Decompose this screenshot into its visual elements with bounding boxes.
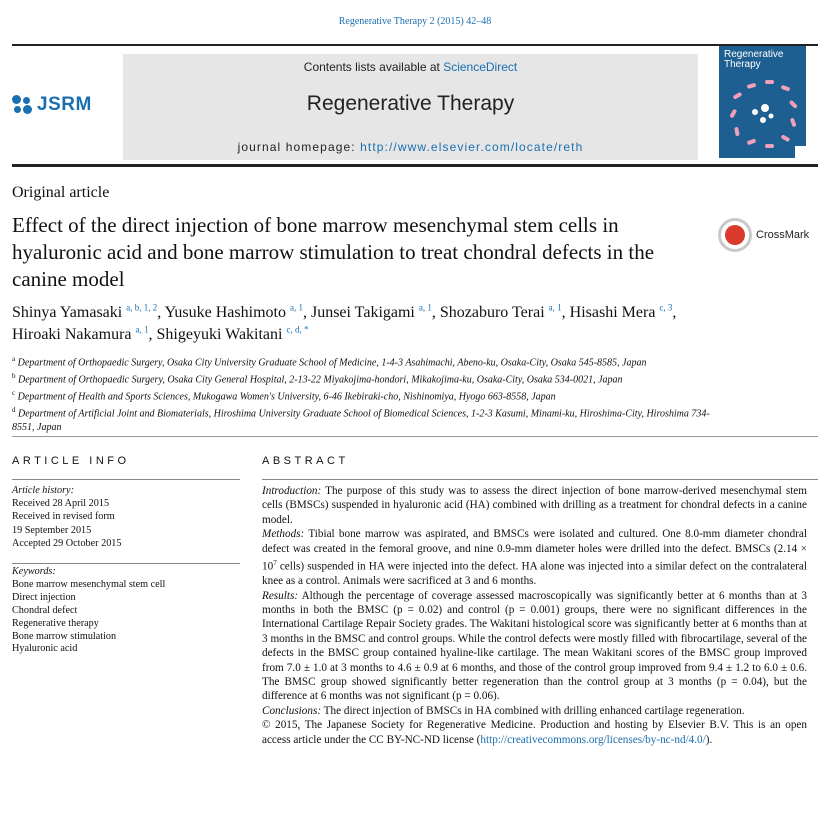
author-affiliation-mark[interactable]: a, 1 — [135, 324, 149, 335]
author-list — [12, 302, 712, 346]
cover-pattern-icon — [719, 46, 806, 158]
author-separator: , — [672, 304, 677, 321]
abstract-introduction: Introduction: The purpose of this study was to assess the direct injection of bone marrow-derived mesenchymal stem cells (BMSCs) suspended in hyaluronic acid (HA) combined with drilling as a treatment for chondral defects in a canine model. — [262, 485, 807, 526]
abstract-conclusions: Conclusions: The direct injection of BMSCs in HA combined with drilling enhanced cartilage regeneration. — [262, 704, 745, 717]
article-info-rule — [12, 479, 240, 480]
abstract-methods: Methods: Tibial bone marrow was aspirated, and BMSCs were isolated and cultured. One 8.0-mm diameter chondral defect was created in the femoral groove, and nine 0.9-mm diameter holes were drilled into the defect. BMSCs ($2.14 \times 10^7$ cells) suspended in HA were injected into the defect. HA alone was injected into a similar defect on the contralateral knee as a control. Animals were sacrificed at 3 and 6 months. — [262, 528, 807, 588]
author-name[interactable]: Junsei Takigami — [310, 304, 415, 321]
author-affiliation-mark[interactable]: a, 1 — [289, 302, 303, 313]
affiliation-list — [12, 353, 712, 434]
author-name[interactable]: Shigeyuki Wakitani — [156, 326, 283, 343]
article-history — [12, 484, 240, 550]
journal-title: Regenerative Therapy — [306, 92, 515, 115]
article-title: Effect of the direct injection of bone marrow mesenchymal stem cells in hyaluronic acid and bone marrow stimulation to treat chondral defects in the canine model — [12, 213, 655, 291]
author-name[interactable]: Shinya Yamasaki — [12, 304, 123, 321]
jsrm-logo[interactable] — [12, 94, 92, 116]
abstract-results: Results: Although the percentage of coverage assessed macroscopically was significantly better at 6 months than at 3 months in both the BMSC (p = 0.02) and control (p = 0.001) groups, there were no significant differences in the International Cartilage Repair Society grades. The Wakitani histological score was significantly better at 6 months than at 3 months in the BMSC and control groups. While the control defects were mostly filled with fibrocartilage, several of the defects in the BMSC group contained hyaline-like cartilage. The mean Wakitani scores of the BMSC group improved from 7.0 ± 1.0 at 3 months to 4.6 ± 0.9 at 6 months, and those of the control group improved from 9.4 ± 1.2 to 6.0 ± 0.6. The BMSC group showed significantly better regeneration than the control group at 3 months (p = 0.04), but the difference at 6 months was not significant (p = 0.06). — [262, 589, 807, 703]
affiliation-item: $^b$ Department of Orthopaedic Surgery, Osaka City General Hospital, 2-13-22 Miyakojima-hondori, Mikakojima-ku, Osaka-City, Osaka 534-0021, Japan — [12, 371, 623, 386]
keywords-label: Keywords: — [12, 566, 56, 577]
article-info-heading: ARTICLE INFO — [12, 455, 130, 467]
history-item: Received in revised form — [12, 511, 115, 523]
homepage-line — [123, 140, 698, 154]
keywords-block — [12, 566, 240, 656]
keyword-item: Bone marrow mesenchymal stem cell — [12, 578, 166, 590]
homepage-prefix: journal homepage: — [237, 140, 361, 154]
contents-line — [123, 60, 698, 74]
citation-line[interactable]: Regenerative Therapy 2 (2015) 42–48 — [338, 16, 492, 27]
keyword-item: Bone marrow stimulation — [12, 630, 117, 642]
keyword-item: Direct injection — [12, 591, 76, 603]
sciencedirect-link[interactable]: ScienceDirect — [443, 60, 518, 74]
history-label: Article history: — [12, 485, 74, 496]
history-item: Accepted 29 October 2015 — [12, 537, 122, 549]
journal-header-box — [123, 54, 698, 160]
jsrm-logo-icon — [12, 95, 34, 115]
section-rule — [12, 436, 818, 437]
keyword-item: Hyaluronic acid — [12, 643, 78, 655]
author-separator: , — [148, 326, 157, 343]
keyword-item: Chondral defect — [12, 604, 78, 616]
jsrm-logo-text: JSRM — [37, 94, 92, 115]
journal-cover-image[interactable] — [719, 46, 806, 158]
keyword-item: Regenerative therapy — [12, 617, 99, 629]
abstract-body — [262, 484, 807, 747]
author-separator: , — [157, 304, 165, 321]
header-rule-top — [12, 44, 818, 46]
crossmark-icon — [718, 218, 752, 252]
keywords-rule — [12, 563, 240, 564]
author-affiliation-mark[interactable]: a, 1 — [548, 302, 562, 313]
author-name[interactable]: Hiroaki Nakamura — [12, 326, 132, 343]
crossmark-label: CrossMark — [756, 229, 810, 241]
article-type: Original article — [12, 184, 110, 201]
author-name[interactable]: Hisashi Mera — [569, 304, 656, 321]
author-affiliation-mark[interactable]: a, b, 1, 2 — [126, 302, 158, 313]
abstract-heading: ABSTRACT — [262, 455, 349, 467]
author-affiliation-mark[interactable]: a, 1 — [418, 302, 432, 313]
author-separator: , — [561, 304, 570, 321]
affiliation-item: $^c$ Department of Health and Sports Sciences, Mukogawa Women's University, 6-46 Ikebiraki-cho, Nishinomiya, Hyogo 663-8558, Japan — [12, 388, 556, 403]
history-item: Received 28 April 2015 — [12, 498, 110, 510]
crossmark-button[interactable] — [718, 218, 809, 252]
contents-prefix: Contents lists available at — [303, 60, 444, 74]
author-affiliation-mark[interactable]: c, d, * — [286, 324, 309, 335]
homepage-link[interactable]: http://www.elsevier.com/locate/reth — [360, 140, 584, 154]
affiliation-item: $^a$ Department of Orthopaedic Surgery, Osaka City University Graduate School of Medicine, 1-4-3 Asahimachi, Abeno-ku, Osaka-City, Osaka 545-8585, Japan — [12, 355, 647, 369]
author-separator: , — [431, 304, 440, 321]
copyright-notice: © 2015, The Japanese Society for Regenerative Medicine. Production and hosting by Elsevier B.V. This is an open access article under the CC BY-NC-ND license (http://creativecommons.org/licenses/by-nc-nd/4.0/). — [262, 719, 807, 746]
author-name[interactable]: Yusuke Hashimoto — [164, 304, 286, 321]
author-name[interactable]: Shozaburo Terai — [439, 304, 545, 321]
cover-title: Regenerative Therapy — [724, 49, 784, 70]
author-affiliation-mark[interactable]: c, 3 — [659, 302, 673, 313]
author-separator: , — [302, 304, 311, 321]
history-item: 19 September 2015 — [12, 524, 92, 536]
affiliation-item: $^d$ Department of Artificial Joint and Biomaterials, Hiroshima University Graduate School of Biomedical Sciences, 1-2-3 Kasumi, Minami-ku, Hiroshima-City, Hiroshima 734-8551, Japan — [12, 405, 710, 433]
header-rule-bottom — [12, 164, 818, 167]
abstract-rule — [262, 479, 818, 480]
license-link[interactable]: http://creativecommons.org/licenses/by-nc-nd/4.0/ — [480, 733, 706, 746]
